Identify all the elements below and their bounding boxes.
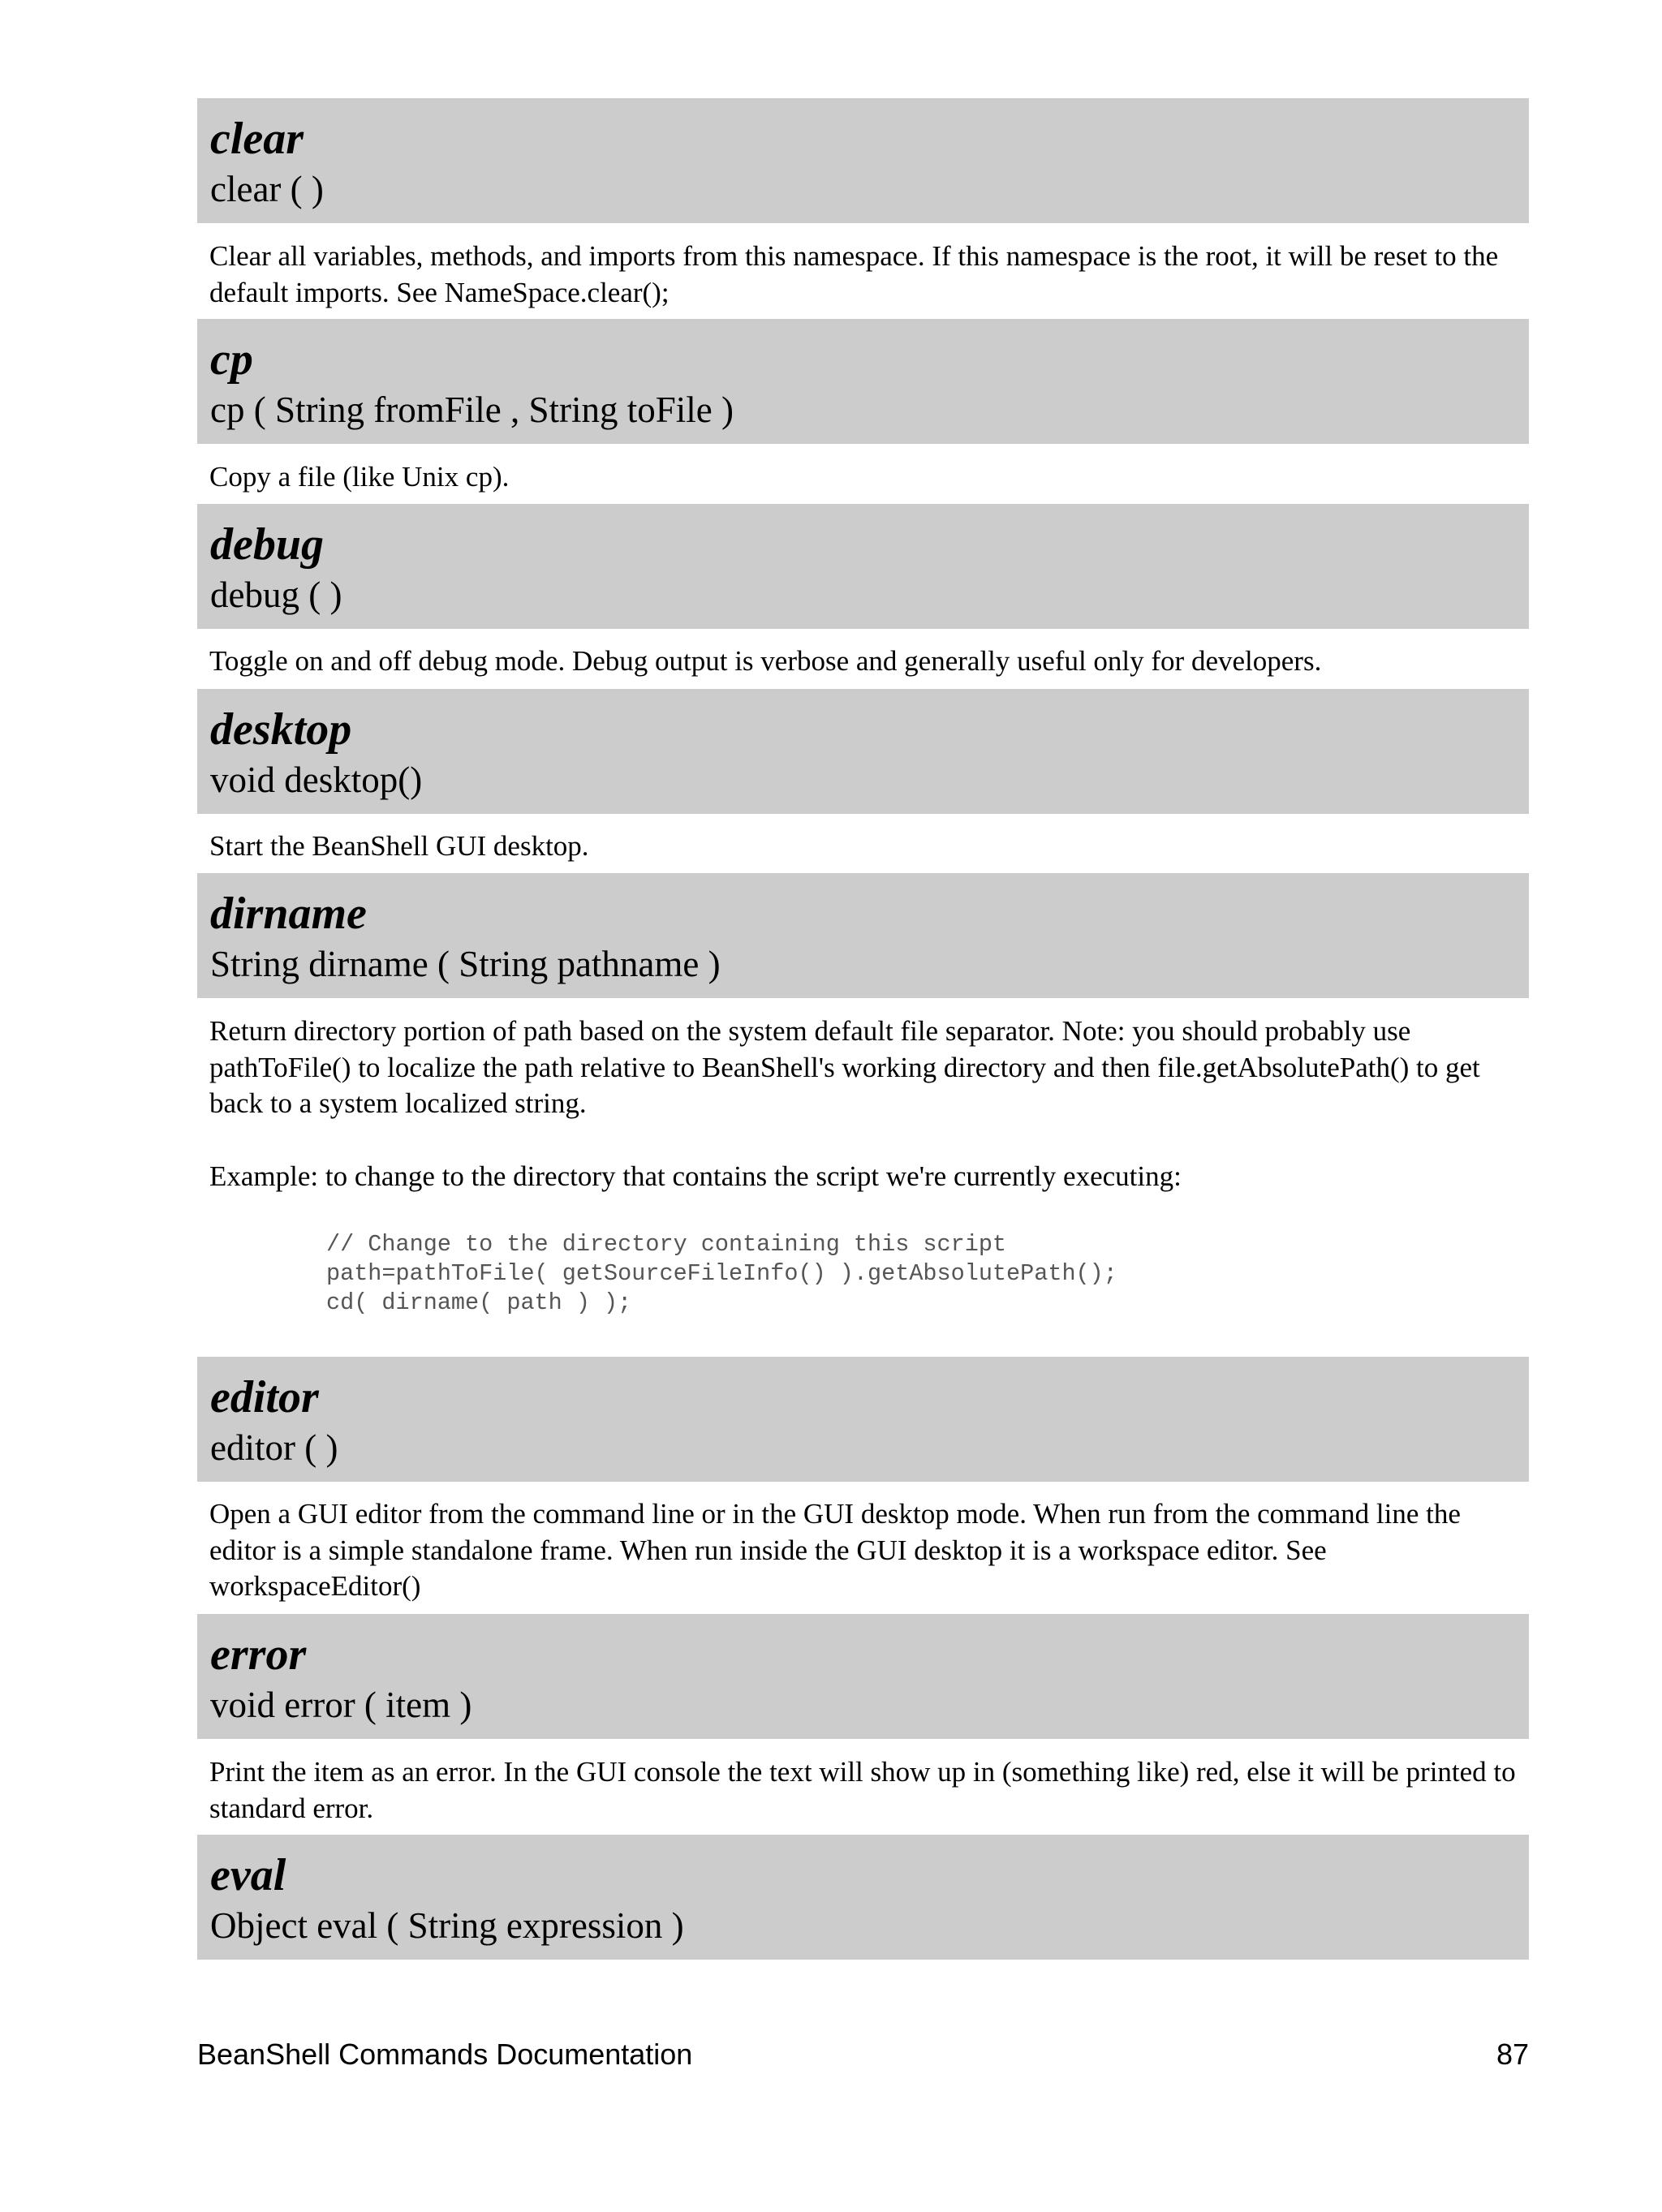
entry-description-desktop [209,828,1524,865]
entry-name: desktop [210,704,352,755]
entry-header-editor [197,1357,1529,1482]
description-paragraph: Print the item as an error. In the GUI console the text will show up in (something like) red, else it will be printed to standard error. [209,1756,1516,1824]
entry-signature: debug ( ) [210,575,342,615]
description-paragraph: Toggle on and off debug mode. Debug output is verbose and generally useful only for developers. [209,645,1322,677]
footer-title: BeanShell Commands Documentation [197,2038,693,2071]
entry-description-dirname [209,1013,1524,1122]
entry-header-error [197,1614,1529,1739]
description-paragraph: Clear all variables, methods, and imports from this namespace. If this namespace is the root, it will be reset to the default imports. See NameSpace.clear(); [209,240,1499,308]
entry-header-eval [197,1835,1529,1960]
entry-header-dirname [197,873,1529,998]
entry-signature: Object eval ( String expression ) [210,1905,684,1946]
entry-signature: clear ( ) [210,169,324,209]
entry-example-dirname [209,1159,1524,1195]
entry-description-editor [209,1496,1524,1605]
code-line: path=pathToFile( getSourceFileInfo() ).getAbsolutePath(); [326,1260,1117,1287]
description-paragraph: Open a GUI editor from the command line or in the GUI desktop mode. When run from the command line the editor is a simple standalone frame. When run inside the GUI desktop it is a workspace editor. See workspaceEditor() [209,1498,1461,1602]
entry-header-debug [197,504,1529,629]
entry-header-desktop [197,689,1529,814]
entry-name: error [210,1629,307,1680]
entry-header-clear [197,98,1529,223]
entry-name: dirname [210,889,367,939]
entry-header-cp [197,319,1529,444]
entry-name: editor [210,1372,319,1422]
entry-name: eval [210,1850,286,1900]
code-line: // Change to the directory containing this script [326,1231,1007,1258]
entry-name: clear [210,114,304,164]
description-paragraph: Copy a file (like Unix cp). [209,461,510,493]
entry-signature: cp ( String fromFile , String toFile ) [210,389,734,430]
description-paragraph: Return directory portion of path based on the system default file separator. Note: you should probably use pathToFile() to localize the path relative to BeanShell's working directory and then file.getAbsolutePath() to get back to a system localized string. [209,1015,1480,1119]
entry-description-cp [209,459,1524,496]
entry-signature: void error ( item ) [210,1685,472,1725]
entry-signature: editor ( ) [210,1427,338,1468]
description-paragraph: Start the BeanShell GUI desktop. [209,830,589,862]
entry-name: cp [210,334,253,385]
entry-name: debug [210,519,324,570]
entry-description-error [209,1754,1524,1827]
entry-signature: void desktop() [210,760,423,800]
page-number: 87 [1496,2038,1529,2071]
description-paragraph: Example: to change to the directory that contains the script we're currently executing: [209,1160,1182,1192]
entry-description-clear [209,239,1524,311]
code-block [326,1230,1117,1318]
entry-description-debug [209,643,1524,680]
entry-signature: String dirname ( String pathname ) [210,944,721,984]
code-line: cd( dirname( path ) ); [326,1289,632,1316]
